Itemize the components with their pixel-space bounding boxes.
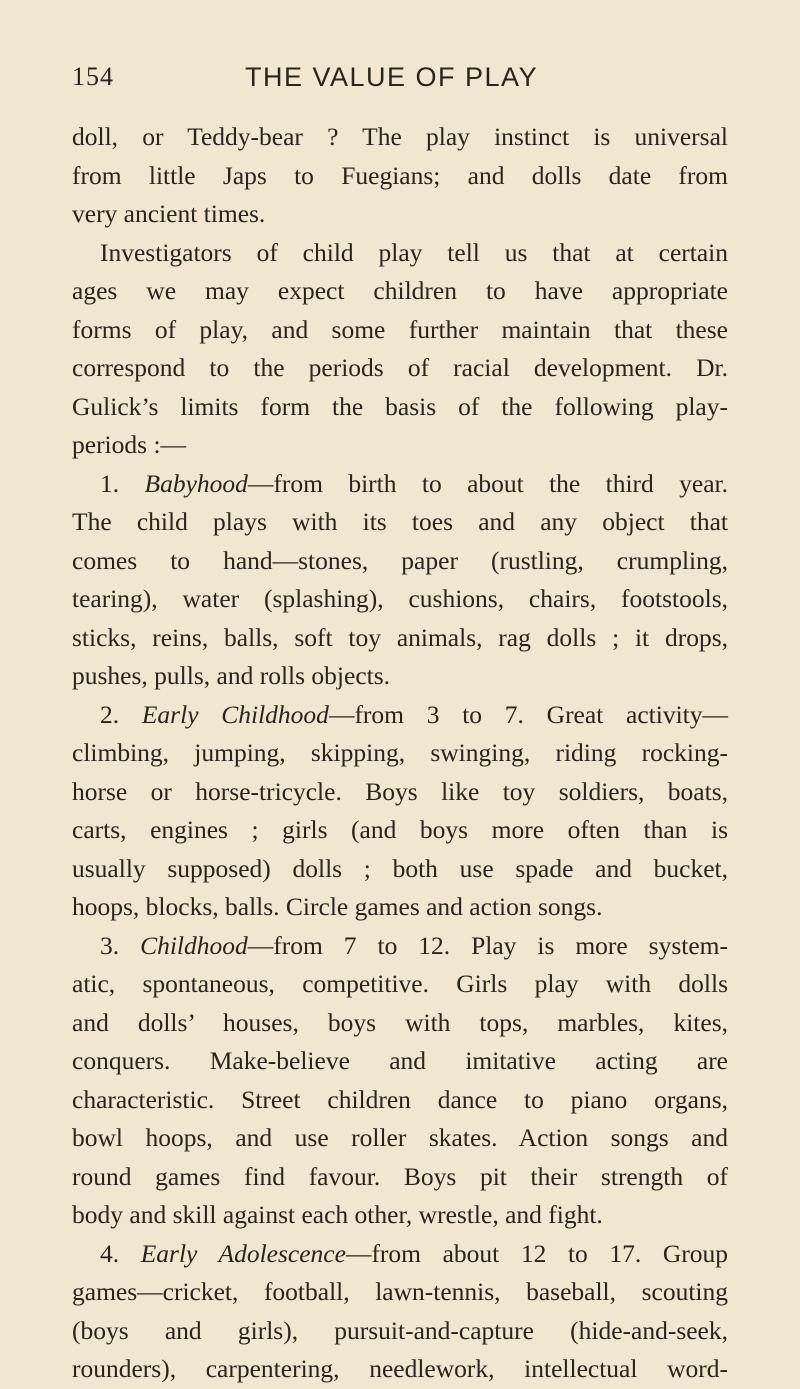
text-line: bowl hoops, and use roller skates. Action songs and <box>72 1123 728 1152</box>
text-line: horse or horse-tricycle. Boys like toy soldiers, boats, <box>72 776 728 806</box>
text-line: correspond to the periods of racial development. Dr. <box>72 353 728 382</box>
text-line: carts, engines ; girls (and boys more often than is <box>72 815 728 844</box>
list-number: 3. <box>100 930 120 960</box>
list-item-heading <box>72 1235 728 1274</box>
period-description: —from birth to about the third year. <box>247 468 728 498</box>
text-line: hoops, blocks, balls. Circle games and action songs. <box>72 892 603 921</box>
text-line: Investigators of child play tell us that at certain <box>100 237 728 267</box>
period-name: Early Adolescence <box>140 1238 346 1268</box>
period-description: —from about 12 to 17. Group <box>345 1238 728 1268</box>
text-line: forms of play, and some further maintain that these <box>72 314 728 344</box>
list-number: 2. <box>100 699 120 729</box>
text-line: and dolls’ houses, boys with tops, marbles, kites, <box>72 1007 728 1037</box>
period-name: Early Childhood <box>141 699 329 729</box>
text-line: rounders), carpentering, needlework, intellectual word- <box>72 1354 728 1383</box>
period-description: —from 7 to 12. Play is more system- <box>247 930 729 960</box>
period-name: Babyhood <box>144 468 248 498</box>
body-text <box>72 118 728 1389</box>
list-item-heading <box>72 927 728 966</box>
list-number: 1. <box>100 468 120 498</box>
text-line: tearing), water (splashing), cushions, chairs, footstools, <box>72 584 728 613</box>
text-line: sticks, reins, balls, soft toy animals, rag dolls ; it drops, <box>72 622 728 652</box>
text-line: (boys and girls), pursuit-and-capture (hide-and-seek, <box>72 1315 728 1345</box>
page-header <box>72 62 712 102</box>
text-line: climbing, jumping, skipping, swinging, riding rocking- <box>72 738 728 767</box>
text-line: atic, spontaneous, competitive. Girls play with dolls <box>72 969 728 998</box>
text-line: usually supposed) dolls ; both use spade and bucket, <box>72 853 728 883</box>
period-name: Childhood <box>140 930 248 960</box>
list-number: 4. <box>100 1238 120 1268</box>
text-line: characteristic. Street children dance to piano organs, <box>72 1084 728 1114</box>
text-line: pushes, pulls, and rolls objects. <box>72 661 391 690</box>
list-item-heading <box>72 465 728 504</box>
text-line: doll, or Teddy-bear ? The play instinct is universal <box>72 122 728 151</box>
text-line: periods :— <box>72 430 187 459</box>
text-line: conquers. Make-believe and imitative acting are <box>72 1046 728 1075</box>
page-number: 154 <box>72 62 114 91</box>
text-line: comes to hand—stones, paper (rustling, crumpling, <box>72 545 728 575</box>
period-description: —from 3 to 7. Great activity— <box>328 699 728 729</box>
text-line: body and skill against each other, wrestle, and fight. <box>72 1200 603 1229</box>
running-head: THE VALUE OF PLAY <box>245 62 539 92</box>
list-item-heading <box>72 696 728 735</box>
text-line: ages we may expect children to have appropriate <box>72 276 728 305</box>
text-line: round games find favour. Boys pit their strength of <box>72 1161 728 1191</box>
text-line: games—cricket, football, lawn-tennis, baseball, scouting <box>72 1277 728 1306</box>
text-line: very ancient times. <box>72 199 266 228</box>
text-line: The child plays with its toes and any object that <box>72 507 728 536</box>
text-line: from little Japs to Fuegians; and dolls date from <box>72 160 728 190</box>
text-line: Gulick’s limits form the basis of the following play- <box>72 391 728 421</box>
